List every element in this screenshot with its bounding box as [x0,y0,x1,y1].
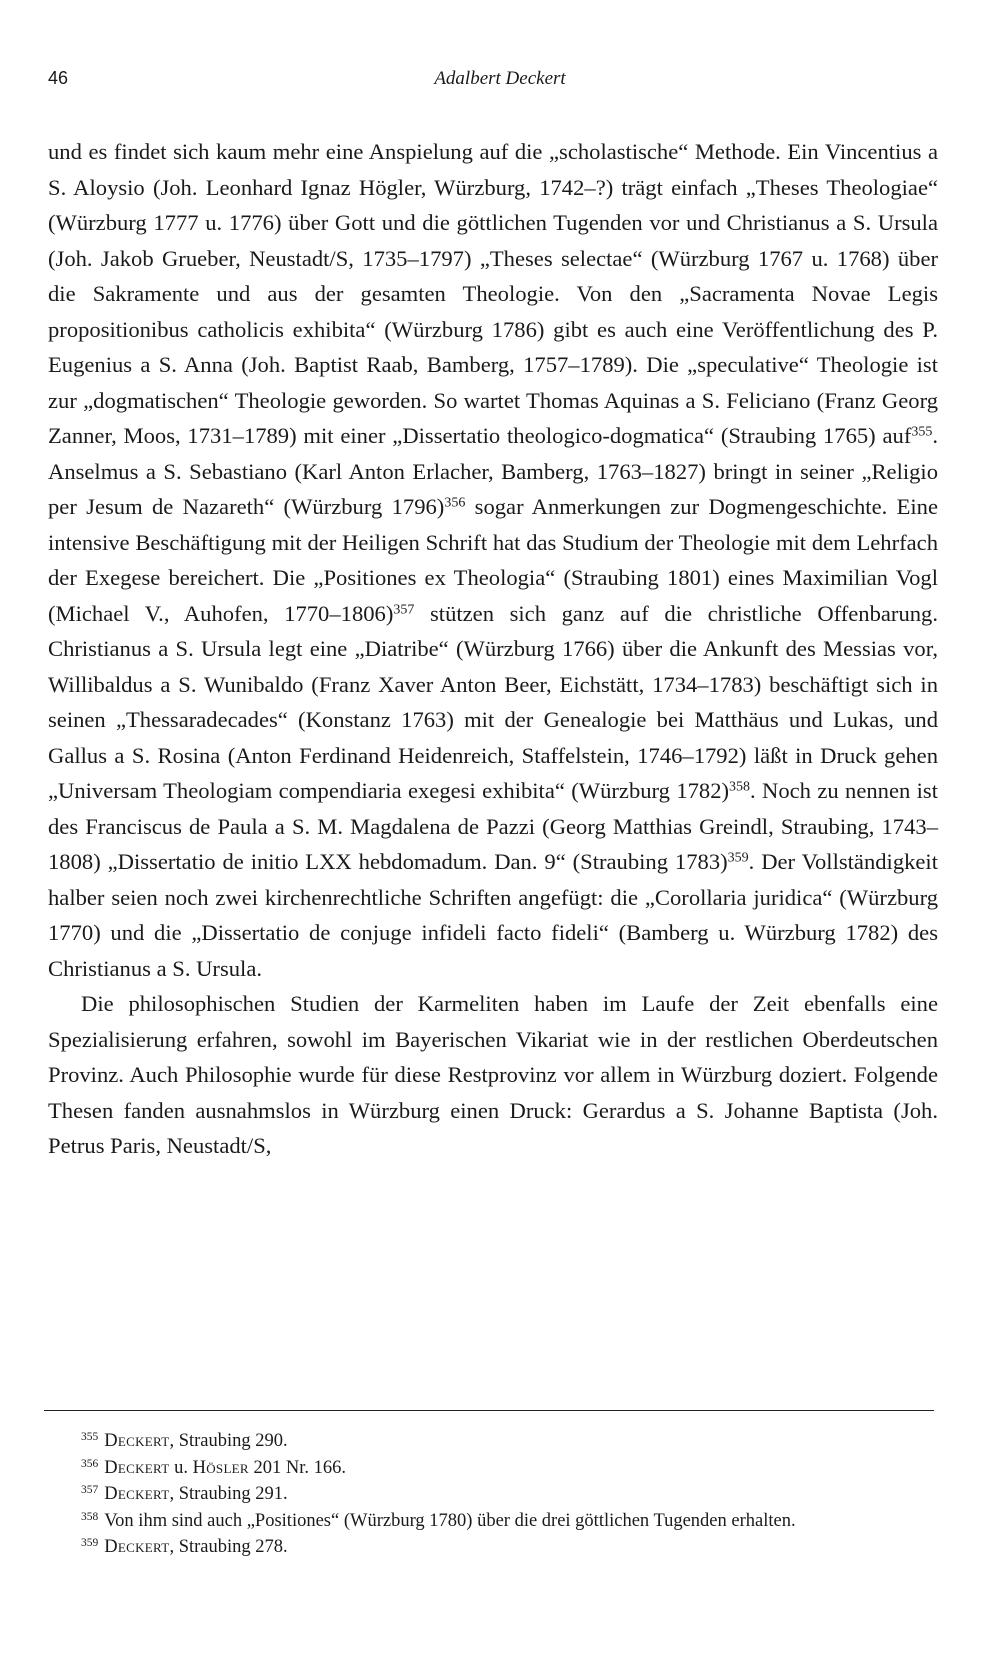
footnote-ref-356[interactable]: 356 [444,495,466,511]
footnote-author: Deckert [104,1457,170,1478]
footnote-text: 201 Nr. 166. [248,1457,347,1478]
footnote-text: Von ihm sind auch „Positiones“ (Würzburg 1780) über die drei göttlichen Tugenden erhalten. [104,1510,796,1531]
footnote-number: 358 [81,1510,99,1523]
footnote-358 [48,1508,938,1535]
footnote-355 [48,1428,938,1455]
footnote-author: Deckert [104,1537,170,1557]
footnote-divider [44,1410,934,1411]
page-header [48,68,952,98]
footnote-ref-359[interactable]: 359 [727,850,749,866]
paragraph-2: Die philosophischen Studien der Karmeliten haben im Laufe der Zeit ebenfalls eine Spezialisierung erfahren, sowohl im Bayerischen Vikariat wie in der restlichen Oberdeutschen Provinz. Auch Philosophie wurde für diese Restprovinz vor allem in Würzburg doziert. Folgende Thesen fanden ausnahmslos in Würzburg einen Druck: Gerardus a S. Johanne Baptista (Joh. Petrus Paris, Neustadt/S, [48,991,938,1158]
text-run: . Der Vollständigkeit halber seien noch zwei kirchenrechtliche Schriften angefügt: die „Corollaria juridica“ (Würzburg 1770) und die „Dissertatio de conjuge infideli facto fideli“ (Bamberg u. Würzburg 1782) des Christianus a S. Ursula. [48,849,938,981]
text-run: sogar Anmerkungen zur Dogmengeschichte. Eine intensive Beschäftigung mit der Heiligen Schrift hat das Studium der Theologie mit dem Lehrfach der Exegese bereichert. Die „Positiones ex Theologia“ (Straubing 1801) eines Maximilian Vogl (Michael V., Auhofen, 1770–1806) [48,494,938,626]
footnote-number: 359 [81,1537,99,1550]
body-text [48,134,938,1164]
footnote-author: Deckert [104,1431,170,1451]
footnote-ref-358[interactable]: 358 [729,779,751,795]
running-title: Adalbert Deckert [434,68,566,89]
footnote-text: , Straubing 291. [169,1484,288,1504]
footnote-text: , Straubing 278. [169,1537,288,1557]
footnotes [48,1428,938,1561]
text-run: stützen sich ganz auf die christliche Offenbarung. Christianus a S. Ursula legt eine „Diatribe“ (Würzburg 1766) über die Ankunft des Messias vor, Willibaldus a S. Wunibaldo (Franz Xaver Anton Beer, Eichstätt, 1734–1783) beschäftigt sich in seinen „Thessaradecades“ (Konstanz 1763) mit der Genealogie bei Matthäus und Lukas, und Gallus a S. Rosina (Anton Ferdinand Heidenreich, Staffelstein, 1746–1792) läßt in Druck gehen „Universam Theologiam compendiaria exegesi exhibita“ (Würzburg 1782) [48,600,938,803]
text-run: . Anselmus a S. Sebastiano (Karl Anton Erlacher, Bamberg, 1763–1827) bringt in seiner „Religio per Jesum de Nazareth“ (Würzburg 1796) [48,423,938,519]
page-number: 46 [48,68,69,88]
text-run: und es findet sich kaum mehr eine Anspielung auf die „scholastische“ Methode. Ein Vincentius a S. Aloysio (Joh. Leonhard Ignaz Högler, Würzburg, 1742–?) trägt einfach „Theses Theologiae“ (Würzburg 1777 u. 1776) über Gott und die göttlichen Tugenden vor und Christianus a S. Ursula (Joh. Jakob Grueber, Neustadt/S, 1735–1797) „Theses selectae“ (Würzburg 1767 u. 1768) über die Sakramente und aus der gesamten Theologie. Von den „Sacramenta Novae Legis propositionibus catholicis exhibita“ (Würzburg 1786) gibt es auch eine Veröffentlichung des P. Eugenius a S. Anna (Joh. Baptist Raab, Bamberg, 1757–1789). Die „speculative“ Theologie ist zur „dogmatischen“ Theologie geworden. So wartet Thomas Aquinas a S. Feliciano (Franz Georg Zanner, Moos, 1731–1789) mit einer „Dissertatio theologico-dogmatica“ (Straubing 1765) auf [48,139,938,448]
footnote-number: 357 [81,1484,99,1497]
paragraph-1 [48,134,938,986]
footnote-number: 355 [81,1431,99,1444]
footnote-author: Deckert [104,1484,170,1504]
footnote-connector: u. [169,1457,193,1478]
footnote-text: , Straubing 290. [169,1431,288,1451]
text-run: . Noch zu nennen ist des Franciscus de Paula a S. M. Magdalena de Pazzi (Georg Matthias Greindl, Straubing, 1743–1808) „Dissertatio de initio LXX hebdomadum. Dan. 9“ (Straubing 1783) [48,778,938,874]
footnote-356 [48,1455,938,1482]
footnote-357 [48,1481,938,1508]
footnote-ref-355[interactable]: 355 [911,424,933,440]
footnote-author: Hösler [192,1457,249,1478]
footnote-number: 356 [81,1457,99,1470]
footnote-ref-357[interactable]: 357 [393,601,415,617]
footnote-359 [48,1534,938,1561]
